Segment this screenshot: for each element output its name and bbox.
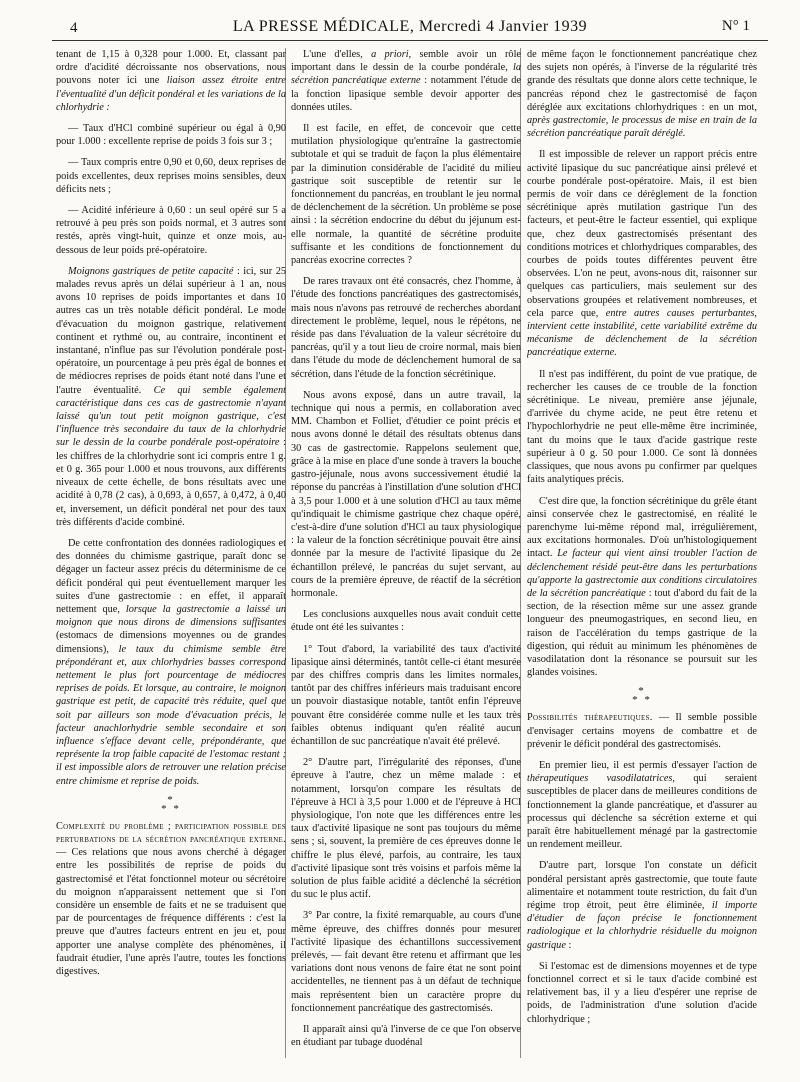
paragraph: [56, 820, 286, 978]
text-run: (estomacs de dimensions moyennes ou de grandes dimensions),: [56, 630, 286, 655]
page-header: [52, 14, 768, 40]
text-run: : notamment l'étude de la fonction lipasique semble devoir apporter des données utiles.: [291, 75, 521, 113]
paragraph: Les conclusions auxquelles nous avait conduit cette étude ont été les suivantes :: [291, 609, 521, 634]
column-3: [527, 48, 757, 1068]
paragraph: [291, 48, 521, 114]
paragraph: [56, 537, 286, 788]
text-run: En premier lieu, il est permis d'essayer l'action de: [539, 759, 757, 771]
italic-text: lorsque la gastrectomie a laissé un moignon que nous dirons de dimensions suffisantes: [56, 603, 286, 629]
column-1: [56, 48, 286, 1068]
text-run: C'est dire que, la fonction sécrétinique du grêle étant ainsi conservée chez le gastrectomisé, en réalité le parenchyme lui-même répond mal, irrégulièrement, aux excitations hormonales. D'où un'histologiquement intact.: [527, 495, 757, 560]
text-run: Il est impossible de relever un rapport précis entre activité lipasique du suc pancréatique ainsi prélevé et courbe pondérale post-opératoire. Mais, il est bien permis de voir dans ce dérèglement de la fonction sécrétinique après mutilation gastrique l'un des facteurs, et peut-être le facteur essentiel, qui explique que, chez deux gastrectomisés présentant des conditions motrices et chlorhydriques comparables, des courbes de poids toutes différentes peuvent être observées. L'on ne peut, avons-nous dit, raisonner sur quelques cas particuliers, mais seulement sur des observations groupées et relativement nombreuses, et cela parce que,: [527, 149, 757, 319]
text-run: De cette confrontation des données radiologiques et des données du chimisme gastrique, paraît donc se dégager un facteur assez précis du déterminisme de ce déficit pondéral qui peut éventuellement marquer les suites d'une gastrectomie : en effet, il apparaît nettement que,: [56, 537, 286, 615]
paragraph: 3° Par contre, la fixité remarquable, au cours d'une même épreuve, des chiffres donnés pour mesurer l'activité lipasique des échantillons successivement prélevés, — fait devant être retenu et affirmant que les variations dont nous venons de faire état ne sont point accidentelles, ne tiennent pas à un défaut de technique mais représentent bien un caractère propre du fonctionnement pancréatique des gastrectomisés.: [291, 910, 521, 1014]
section-stars: * * *: [161, 793, 181, 815]
header-rule: [52, 40, 768, 41]
paragraph: — Taux d'HCl combiné supérieur ou égal à 0,90 pour 1.000 : excellente reprise de poids 3 fois sur 3 ;: [56, 123, 286, 148]
italic-text: le taux du chimisme semble être prépondérant et, aux chlorhydries basses correspond nettement le plus fort pourcentage de médiocres reprises de poids. Et lorsque, au contraire, le moignon gastrique est petit, de capacité très réduite, quel que soit par ailleurs son mode d'évacuation précis, le facteur anachlorhydrie semble secondaire et son influence s'efface devant celle, prépondérante, que représente la trop faible capacité de l'estomac restant ; il est impossible alors de retrouver une relation précise entre chimisme et reprise de poids.: [56, 643, 286, 787]
paragraph: [527, 859, 757, 951]
text-run: : ici, sur 25 malades revus après un délai supérieur à 1 an, nous avons 10 reprises de poids importantes et dans 10 autres cas un très notable déficit pondéral. Le mode d'évacuation du moignon gastrique, relativement continent et rythmé ou, au contraire, incontinent et instantané, n'influe pas sur l'évolution pondérale post-opératoire, un pourcentage à peu près égal de bonnes et de médiocres reprises de poids étant noté dans l'une et l'autre éventualité.: [56, 265, 286, 396]
paragraph: Nous avons exposé, dans un autre travail, la technique qui nous a permis, en collaboration avec MM. Chambon et Folliet, d'étudier ce point précis et nous avons donné le détail des résultats obtenus dans 30 cas de gastrectomie. Rappelons seulement que, grâce à la mise en place d'une sonde à travers la bouche gastro-jéjunale, nous avons successivement étudié la réponse du pancréas à l'instillation d'une solution d'HCl à 3,5 pour 1.000 et à une solution d'HCl au taux même qu'indiquait le chimisme gastrique chez chaque opéré, c'est-à-dire d'une solution d'HCl au taux physiologique : la valeur de la fonction sécrétinique pouvait être ainsi donnée par la mesure de l'activité lipasique du 2e échantillon prélevé, le pancréas du sujet servant, au cours de la première épreuve, de réactif de la sécrétion hormonale.: [291, 389, 521, 599]
italic-text: la sécrétion pancréatique externe: [291, 62, 521, 87]
paragraph: [527, 148, 757, 359]
text-run: de même façon le fonctionnement pancréatique chez des sujets non opérés, à l'inverse de la régularité très grande des résultats que donne alors cette technique, le pancréas répond chez le gastrectomisé de façon déréglée aux excitations chlorhydriques : en un mot,: [527, 49, 757, 113]
issue-number: N° 1: [721, 18, 750, 34]
paragraph: [527, 48, 757, 140]
section-stars: * * *: [632, 685, 652, 707]
italic-text: il importe d'étudier de façon précise le fonctionnement radiologique et la chlorhydrie résiduelle du moignon gastrique: [527, 899, 757, 951]
text-run: : les chiffres de la chlorhydrie sont ici compris entre 1 g. et 0 g. 365 pour 1.000 et nous trouvons, aux différents niveaux de cette échelle, de bons résultats avec une acidité à 0,78 (2 cas), à 0,693, à 0,657, à 0,472, à 0,40 et, inversement, un déficit pondéral net pour des taux très différents d'acide combiné.: [56, 437, 286, 528]
column-2: [291, 48, 521, 1068]
paragraph: [56, 265, 286, 529]
paragraph: [527, 759, 757, 851]
text-run: — Il semble possible d'envisager certains moyens de combattre et de prévenir le déficit pondéral des gastrectomisés.: [527, 712, 757, 750]
paragraph: De rares travaux ont été consacrés, chez l'homme, à l'étude des fonctions pancréatiques des gastrectomisés, mais nous n'avons pas retrouvé de recherches abordant directement le problème, lequel, nous le répétons, ne réside pas dans l'évaluation de la valeur sécrétoire du pancréas, qu'il y a tout lieu de croire normal, mais bien dans l'étude du mode de déclenchement humoral de sa sécrétion, dans l'étude de la fonction sécrétinique.: [291, 276, 521, 380]
paragraph: [56, 48, 286, 114]
paragraph: [527, 495, 757, 680]
italic-text: Moignons gastriques de petite capacité: [68, 265, 234, 277]
text-run: — Ces relations que nous avons cherché à dégager entre les possibilités de reprise de poids du gastrectomisé et l'état fonctionnel moteur ou sécrétoire du moignon n'apparaissent nettement que si l'on considère un ensemble de faits et ne se traduisent que par de pourcentages de fréquence différents : c'est la preuve que d'autres facteurs entrent en jeu et, pour apporter une analyse complète des phénomènes, il faudrait étudier, l'une après l'autre, toutes les fonctions digestives.: [56, 847, 286, 977]
paragraph: Si l'estomac est de dimensions moyennes et de type fonctionnel correct et si le taux d'acide combiné est relativement bas, il y a lieu d'espérer une reprise de poids, de l'administration d'une solution d'acide chlorhydrique ;: [527, 960, 757, 1025]
paragraph: 2° D'autre part, l'irrégularité des réponses, d'une épreuve à l'autre, chez un même malade : et notamment, lorsqu'on compare les résultats de l'épreuve à HCl à 3,5 pour 1.000 et de l'épreuve à HCl physiologique, l'on note que les différences entre les taux d'activité lipasique ne sont pas toujours du même sens ; si, souvent, la première de ces épreuves donne le chiffre le plus élevé, parfois, au contraire, les taux d'activité lipasique sont très voisins et parfois même la solution de plus faible acidité a déclenché la sécrétion du suc le plus actif.: [291, 757, 521, 901]
italic-text: Le facteur qui vient ainsi troubler l'action de déclenchement résidé peut-être dans les perturbations qu'apporte la gastrectomie aux conditions circulatoires de la sécrétion pancréatique: [527, 548, 757, 599]
page-number: 4: [70, 20, 78, 36]
text-run: :: [565, 939, 572, 951]
italic-text: entre autres causes perturbantes, intervient cette instabilité, cette variabilité extrême du mécanisme de déclenchement de la sécrétion pancréatique externe.: [527, 307, 757, 359]
paragraph: 1° Tout d'abord, la variabilité des taux d'activité lipasique ainsi déterminés, tantôt celle-ci étant mesurée par des chiffres compris dans les limites normales, tantôt par des chiffres inférieurs mais traduisant encore un pouvoir diastasique notable, tantôt enfin l'épreuve pouvant être considérée comme nulle et les taux très faibles obtenus indiquant qu'en réalité aucun échantillon de suc pancréatique n'avait été prélevé.: [291, 643, 521, 747]
text-run: tenant de 1,15 à 0,328 pour 1.000. Et, classant par ordre d'acidité décroissante nos observations, nous pouvons noter ici une: [56, 49, 286, 87]
italic-text: Ce qui semble également caractéristique dans ces cas de gastrectomie n'ayant laissé qu'un tout petit moignon gastrique, c'est l'influence très secondaire du taux de la chlorhydrie sur le dessin de la courbe pondérale post-opératoire: [56, 384, 286, 449]
italic-text: après gastrectomie, le processus de mise en train de la sécrétion pancréatique paraît déréglé.: [527, 115, 757, 140]
section-heading: Complexité du problème ; participation possible des perturbations de la sécrétion pancréatique externe.: [56, 820, 286, 845]
journal-title: LA PRESSE MÉDICALE, Mercredi 4 Janvier 1939: [232, 18, 588, 35]
text-run: , qui seraient susceptibles de placer dans de meilleures conditions de fonctionnement la glande pancréatique, et d'assurer au processus qui déclenche sa sécrétion externe et qui paraît être habituellement ménagé par la gastrectomie un rendement meilleur.: [527, 773, 757, 851]
italic-text: thérapeutiques vasodilatatrices: [527, 773, 673, 785]
paragraph: Il apparaît ainsi qu'à l'inverse de ce que l'on observe en étudiant par tubage duodénal: [291, 1024, 521, 1049]
text-run: , semble avoir un rôle important dans le dessin de la courbe pondérale,: [291, 49, 521, 74]
text-run: L'une d'elles,: [303, 49, 372, 60]
italic-text: a priori: [371, 49, 409, 60]
text-run: : tout d'abord du fait de la section, de la résection même sur une assez grande longueur des pneumogastriques, en second lieu, en raison de l'accélération du temps gastrique de la digestion, qui réduit au minimum les phénomènes de vasodilatation dont la résonance se poursuit sur les glandes voisines.: [527, 587, 757, 679]
paragraph: Il n'est pas indifférent, du point de vue pratique, de rechercher les causes de ce trouble de la fonction sécrétinique. Le niveau, première anse jéjunale, d'arrivée du chyme acide, ne peut être retenu et l'hypochlorhydrie ne peut elle-même être incriminée, tant du moins que le taux d'acide gastrique reste supérieur à 0 g. 50 pour 1.000. Ce sont là données classiques, que nous avons pu confirmer par quelques faits analytiques précis.: [527, 368, 757, 486]
paragraph: Il est facile, en effet, de concevoir que cette mutilation physiologique qu'entraîne la gastrectomie subtotale et qui se traduit de façon la plus élémentaire par la diminution considérable de l'acidité du milieu gastrique soit susceptible de retentir sur le fonctionnement du pancréas, en troublant le jeu normal de déclenchement de la sécrétion. Un problème se pose ainsi : la sécrétion endocrine du début du jéjunum est-elle normale, la quantité de sécrétine produite suffisante et les conditions de fonctionnement du pancréas exocrine correctes ?: [291, 123, 521, 267]
paragraph: — Taux compris entre 0,90 et 0,60, deux reprises de poids excellentes, deux reprises moins sensibles, deux déficits nets ;: [56, 157, 286, 195]
paragraph: — Acidité inférieure à 0,60 : un seul opéré sur 5 a retrouvé à peu près son poids normal, et 3 autres sont restés, après vingt-huit, quinze et onze mois, au-dessous de leur poids pré-opératoire.: [56, 205, 286, 256]
section-heading: Possibilités thérapeutiques.: [527, 712, 653, 724]
paragraph: [527, 711, 757, 751]
text-run: D'autre part, lorsque l'on constate un déficit pondéral persistant après gastrectomie, que toute faute alimentaire et notamment toute restriction, du fait d'un régime trop étroit, peut être éliminée,: [527, 860, 757, 911]
italic-text: liaison assez étroite entre l'éventualité d'un déficit pondéral et les variations de la chlorhydrie :: [56, 75, 286, 113]
